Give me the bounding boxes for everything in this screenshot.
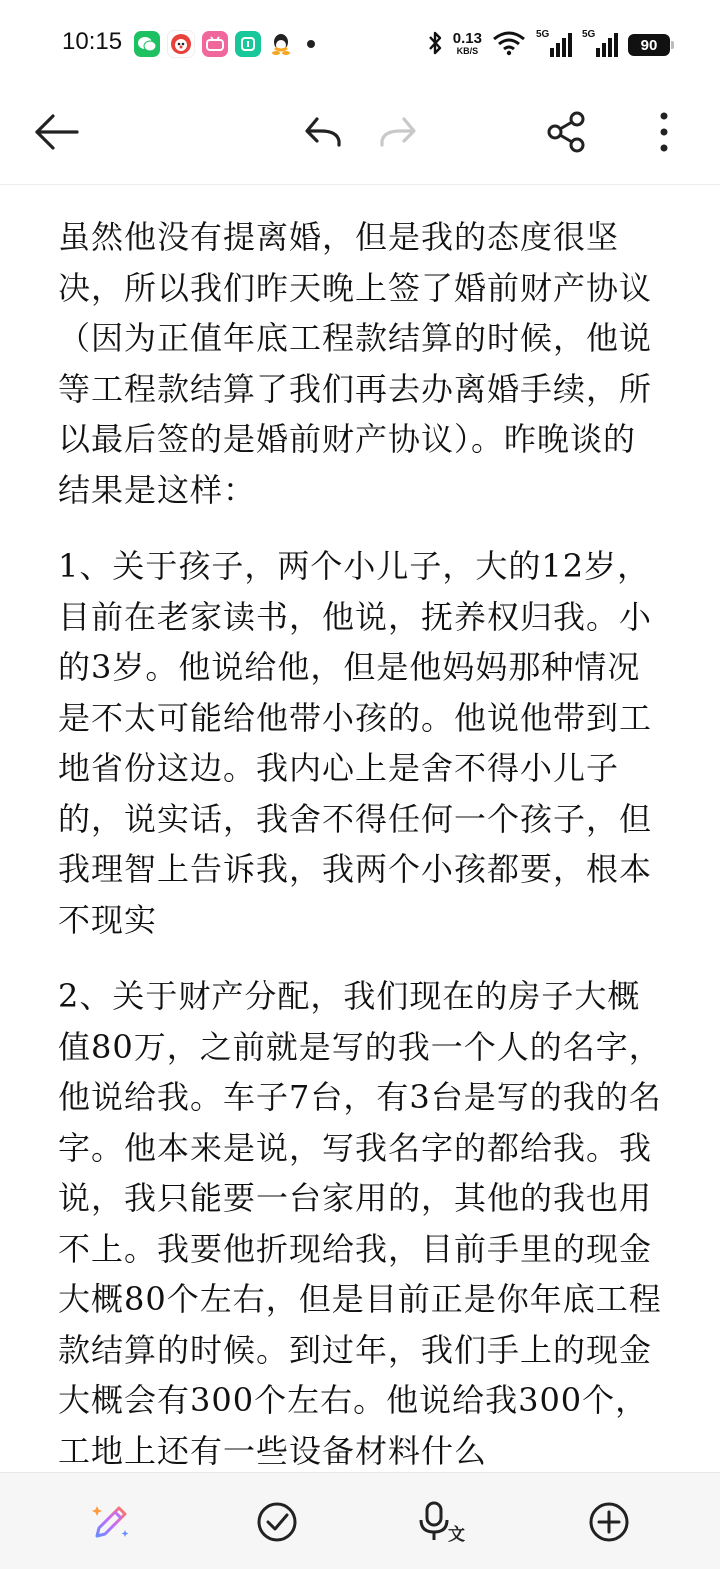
voice-to-text-icon bbox=[418, 1500, 468, 1544]
signal-5g-sim1-label: 5G bbox=[536, 29, 550, 40]
checklist-button[interactable] bbox=[252, 1497, 302, 1547]
network-speed bbox=[452, 30, 482, 57]
signal-5g-sim2 bbox=[582, 29, 618, 58]
note-body[interactable] bbox=[58, 212, 668, 1472]
network-speed-unit: KB/S bbox=[456, 46, 479, 56]
more-notifications-dot bbox=[307, 40, 315, 48]
signal-5g-sim1 bbox=[536, 29, 572, 58]
bilibili-icon bbox=[202, 31, 228, 57]
redo-icon bbox=[376, 115, 420, 149]
game-icon bbox=[167, 30, 195, 58]
bluetooth-icon bbox=[427, 30, 443, 60]
add-icon bbox=[587, 1500, 631, 1544]
bottom-action-bar bbox=[0, 1472, 720, 1569]
ai-writing-button[interactable] bbox=[86, 1497, 136, 1547]
wechat-icon bbox=[134, 31, 160, 57]
undo-icon bbox=[301, 115, 345, 149]
mijia-icon bbox=[235, 31, 261, 57]
status-right-group bbox=[427, 30, 670, 60]
note-paragraph-3[interactable]: 2、关于财产分配，我们现在的房子大概值80万，之前就是写的我一个人的名字，他说给我。车子7台，有3台是写的我的名字。他本来是说，写我名字的都给我。我说，我只能要一台家用的，其他的我也用不上。我要他折现给我，目前手里的现金大概80个左右，但是目前正是你年底工程款结算的时候。到过年，我们手上的现金大概会有300个左右。他说给我300个，工地上还有一些设备材料什么 bbox=[58, 977, 662, 1470]
wifi-icon bbox=[492, 30, 526, 60]
network-speed-value: 0.13 bbox=[452, 30, 482, 47]
svg-text:文: 文 bbox=[448, 1525, 465, 1544]
status-time: 10:15 bbox=[62, 28, 123, 55]
add-button[interactable] bbox=[584, 1497, 634, 1547]
battery-indicator: 90 bbox=[628, 34, 670, 56]
qq-icon bbox=[268, 31, 294, 57]
status-bar bbox=[0, 0, 720, 92]
undo-button[interactable] bbox=[293, 102, 353, 162]
notification-app-icons bbox=[134, 30, 315, 58]
back-arrow-icon bbox=[33, 112, 79, 152]
checklist-icon bbox=[255, 1500, 299, 1544]
share-button[interactable] bbox=[537, 102, 597, 162]
signal-5g-sim2-label: 5G bbox=[582, 29, 596, 40]
back-button[interactable] bbox=[26, 102, 86, 162]
ai-pen-icon bbox=[89, 1500, 133, 1544]
voice-to-text-button[interactable] bbox=[418, 1497, 468, 1547]
redo-button[interactable] bbox=[368, 102, 428, 162]
more-options-button[interactable] bbox=[634, 102, 694, 162]
note-paragraph-2[interactable]: 1、关于孩子，两个小儿子，大的12岁，目前在老家读书，他说，抚养权归我。小的3岁。他说给他，但是他妈妈那种情况是不太可能给他带小孩的。他说他带到工地省份这边。我内心上是舍不得小儿子的，说实话，我舍不得任何一个孩子，但我理智上告诉我，我两个小孩都要，根本不现实 bbox=[58, 547, 653, 939]
note-paragraph-1[interactable]: 虽然他没有提离婚，但是我的态度很坚决，所以我们昨天晚上签了婚前财产协议（因为正值年底工程款结算的时候，他说等工程款结算了我们再去办离婚手续，所以最后签的是婚前财产协议）。昨晚谈的结果是这样： bbox=[58, 218, 653, 509]
more-vertical-icon bbox=[658, 110, 670, 154]
editor-toolbar bbox=[0, 92, 720, 185]
share-icon bbox=[545, 110, 589, 154]
